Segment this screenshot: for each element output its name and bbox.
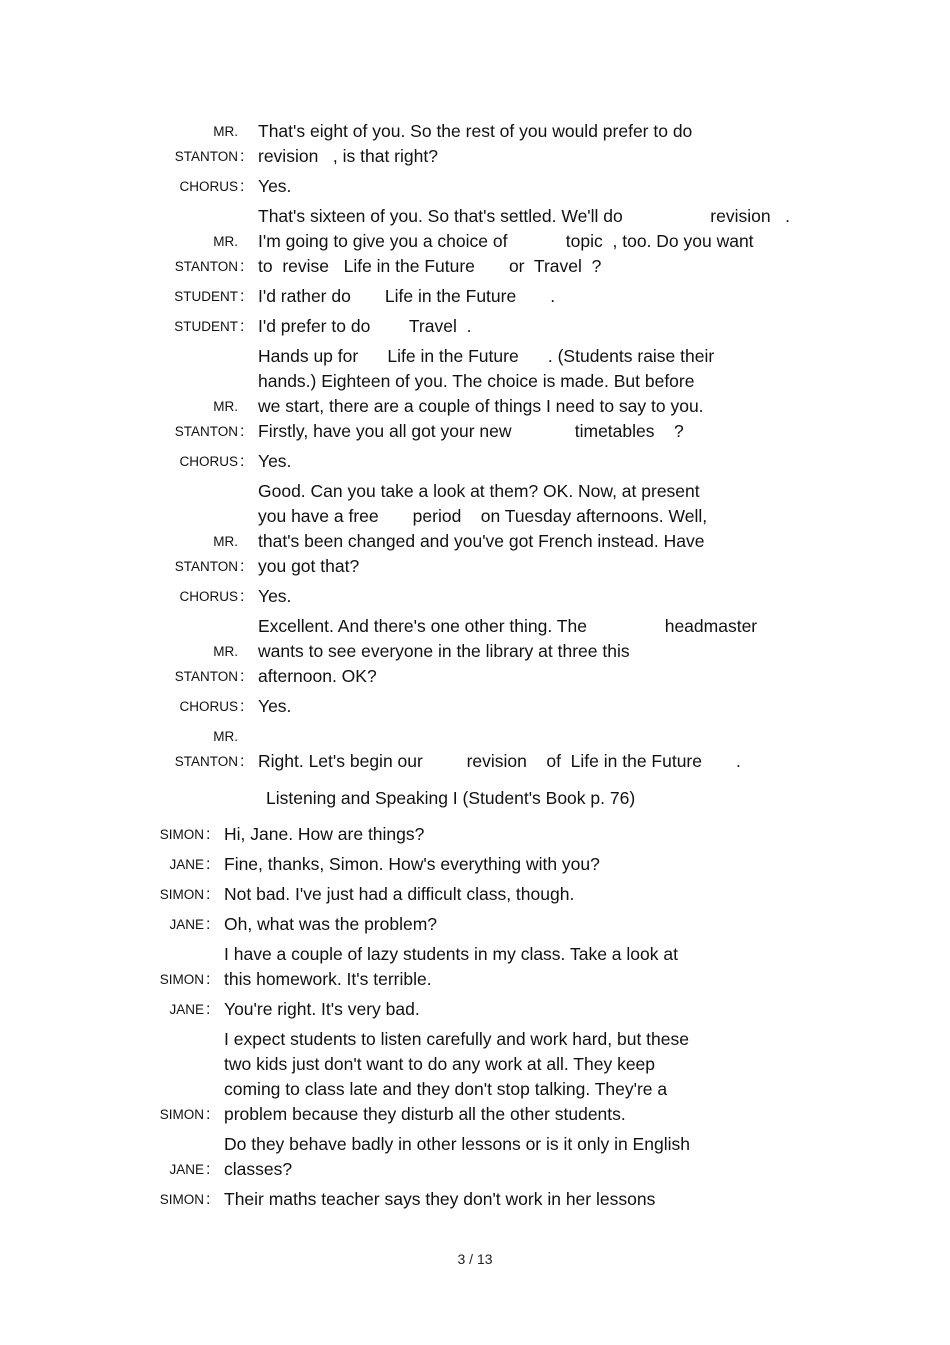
speech-text bbox=[258, 204, 790, 279]
speaker-label bbox=[0, 584, 240, 609]
speech-text bbox=[224, 882, 574, 907]
dialogue-entry bbox=[0, 344, 950, 444]
speaker-label bbox=[0, 967, 206, 992]
dialogue-entry bbox=[0, 852, 950, 877]
speech-line: I have a couple of lazy students in my class. Take a look at bbox=[224, 944, 678, 964]
speaker-name-part: STUDENT bbox=[174, 319, 238, 334]
speech-line: two kids just don't want to do any work at all. They keep bbox=[224, 1054, 656, 1074]
speech-line: Yes. bbox=[258, 176, 292, 196]
dialogue-section-listening bbox=[0, 822, 950, 1217]
speaker-colon: : bbox=[240, 423, 245, 440]
speech-line: to revise Life in the Future or Travel ? bbox=[258, 256, 602, 276]
speech-line: That's sixteen of you. So that's settled. We'll do revision . bbox=[258, 206, 791, 226]
speech-line: Hands up for Life in the Future . (Students raise their bbox=[258, 346, 715, 366]
dialogue-entry bbox=[0, 912, 950, 937]
speaker-colon: : bbox=[206, 886, 211, 903]
speech-text bbox=[258, 449, 291, 474]
speech-line: I'd prefer to do Travel . bbox=[258, 316, 472, 336]
speech-line: Right. Let's begin our revision of Life in the Future . bbox=[258, 751, 741, 771]
speaker-name-part: MR. bbox=[213, 729, 238, 744]
speech-line: afternoon. OK? bbox=[258, 666, 377, 686]
dialogue-entry bbox=[0, 204, 950, 279]
speech-line: Not bad. I've just had a difficult class, though. bbox=[224, 884, 575, 904]
speech-line: You're right. It's very bad. bbox=[224, 999, 420, 1019]
speaker-colon: : bbox=[240, 453, 245, 470]
dialogue-entry bbox=[0, 449, 950, 474]
speaker-label bbox=[0, 314, 240, 339]
speech-line: Do they behave badly in other lessons or is it only in English bbox=[224, 1134, 690, 1154]
dialogue-entry bbox=[0, 284, 950, 309]
speech-line: I'm going to give you a choice of topic , too. Do you want bbox=[258, 231, 754, 251]
speech-text bbox=[224, 1132, 690, 1182]
speech-line: we start, there are a couple of things I need to say to you. bbox=[258, 396, 704, 416]
speech-line: Oh, what was the problem? bbox=[224, 914, 438, 934]
speaker-name-part: JANE bbox=[169, 1002, 204, 1017]
speaker-name-part: SIMON bbox=[159, 1107, 204, 1122]
speech-text bbox=[224, 1187, 655, 1212]
speaker-colon: : bbox=[206, 826, 211, 843]
speaker-colon: : bbox=[206, 1001, 211, 1018]
speech-line: revision , is that right? bbox=[258, 146, 438, 166]
speech-line: problem because they disturb all the other students. bbox=[224, 1104, 626, 1124]
speech-text bbox=[224, 822, 424, 847]
speaker-label bbox=[0, 822, 206, 847]
speaker-label bbox=[0, 1157, 206, 1182]
speaker-colon: : bbox=[240, 588, 245, 605]
page-number: 3 / 13 bbox=[457, 1251, 493, 1267]
dialogue-section-classroom bbox=[0, 119, 950, 779]
speech-text bbox=[258, 614, 757, 689]
speech-text bbox=[258, 119, 692, 169]
speech-text bbox=[258, 749, 741, 774]
speech-line: I expect students to listen carefully and work hard, but these bbox=[224, 1029, 689, 1049]
speaker-name-part: SIMON bbox=[159, 972, 204, 987]
speech-line: you have a free period on Tuesday afternoons. Well, bbox=[258, 506, 708, 526]
dialogue-entry bbox=[0, 882, 950, 907]
dialogue-entry bbox=[0, 1187, 950, 1212]
dialogue-entry bbox=[0, 584, 950, 609]
speaker-colon: : bbox=[206, 856, 211, 873]
speaker-name-part: CHORUS bbox=[179, 589, 238, 604]
dialogue-entry bbox=[0, 1027, 950, 1127]
speech-text bbox=[224, 1027, 689, 1127]
speech-line: Fine, thanks, Simon. How's everything with you? bbox=[224, 854, 600, 874]
speech-line: Yes. bbox=[258, 451, 292, 471]
speaker-label bbox=[0, 724, 240, 774]
speech-text bbox=[258, 694, 291, 719]
speaker-name-part: CHORUS bbox=[179, 179, 238, 194]
speech-line: coming to class late and they don't stop talking. They're a bbox=[224, 1079, 668, 1099]
speaker-name-part: SIMON bbox=[159, 887, 204, 902]
speaker-colon: : bbox=[240, 148, 245, 165]
speech-text bbox=[258, 174, 291, 199]
speaker-colon: : bbox=[240, 558, 245, 575]
dialogue-entry bbox=[0, 614, 950, 689]
speaker-name-part: STANTON bbox=[174, 754, 238, 769]
dialogue-entry bbox=[0, 174, 950, 199]
speaker-name-part: CHORUS bbox=[179, 454, 238, 469]
speaker-label bbox=[0, 639, 240, 689]
speaker-colon: : bbox=[240, 668, 245, 685]
speaker-label bbox=[0, 449, 240, 474]
speaker-name-part: STANTON bbox=[174, 149, 238, 164]
speaker-name-part: MR. bbox=[213, 534, 238, 549]
speech-line: Excellent. And there's one other thing. The headmaster bbox=[258, 616, 758, 636]
speech-line: Yes. bbox=[258, 696, 292, 716]
speech-text bbox=[224, 997, 420, 1022]
speech-line: Yes. bbox=[258, 586, 292, 606]
speaker-colon: : bbox=[206, 916, 211, 933]
speech-text bbox=[258, 479, 707, 579]
speaker-name-part: SIMON bbox=[159, 1192, 204, 1207]
speaker-name-part: STUDENT bbox=[174, 289, 238, 304]
speaker-name-part: SIMON bbox=[159, 827, 204, 842]
speaker-name-part: STANTON bbox=[174, 559, 238, 574]
dialogue-entry bbox=[0, 694, 950, 719]
speaker-label bbox=[0, 119, 240, 169]
speech-line: hands.) Eighteen of you. The choice is made. But before bbox=[258, 371, 695, 391]
speech-text bbox=[224, 852, 600, 877]
speech-line: wants to see everyone in the library at three this bbox=[258, 641, 630, 661]
speech-line: I'd rather do Life in the Future . bbox=[258, 286, 556, 306]
speech-text bbox=[258, 314, 471, 339]
speaker-name-part: MR. bbox=[213, 234, 238, 249]
speaker-label bbox=[0, 997, 206, 1022]
speaker-name-part: MR. bbox=[213, 644, 238, 659]
speech-line: you got that? bbox=[258, 556, 360, 576]
speech-text bbox=[258, 284, 555, 309]
speaker-label bbox=[0, 229, 240, 279]
speaker-name-part: STANTON bbox=[174, 669, 238, 684]
dialogue-entry bbox=[0, 822, 950, 847]
speech-line: Good. Can you take a look at them? OK. Now, at present bbox=[258, 481, 700, 501]
speech-text bbox=[258, 584, 291, 609]
speaker-colon: : bbox=[240, 258, 245, 275]
speaker-colon: : bbox=[206, 1161, 211, 1178]
speaker-colon: : bbox=[206, 1106, 211, 1123]
speaker-label bbox=[0, 529, 240, 579]
speaker-name-part: STANTON bbox=[174, 424, 238, 439]
speaker-name-part: STANTON bbox=[174, 259, 238, 274]
dialogue-entry bbox=[0, 119, 950, 169]
speaker-colon: : bbox=[240, 698, 245, 715]
speech-text bbox=[258, 344, 714, 444]
speaker-colon: : bbox=[240, 753, 245, 770]
speaker-name-part: MR. bbox=[213, 124, 238, 139]
dialogue-entry bbox=[0, 724, 950, 774]
dialogue-entry bbox=[0, 314, 950, 339]
speaker-name-part: JANE bbox=[169, 857, 204, 872]
speaker-label bbox=[0, 1187, 206, 1212]
speech-line: that's been changed and you've got French instead. Have bbox=[258, 531, 705, 551]
speaker-label bbox=[0, 694, 240, 719]
speaker-colon: : bbox=[240, 288, 245, 305]
speaker-name-part: JANE bbox=[169, 1162, 204, 1177]
speaker-colon: : bbox=[206, 1191, 211, 1208]
dialogue-entry bbox=[0, 479, 950, 579]
speaker-name-part: JANE bbox=[169, 917, 204, 932]
speaker-name-part: CHORUS bbox=[179, 699, 238, 714]
speaker-colon: : bbox=[240, 178, 245, 195]
speaker-label bbox=[0, 394, 240, 444]
speaker-colon: : bbox=[206, 971, 211, 988]
dialogue-entry bbox=[0, 1132, 950, 1182]
speech-line: Their maths teacher says they don't work in her lessons bbox=[224, 1189, 656, 1209]
dialogue-entry bbox=[0, 942, 950, 992]
speech-line: That's eight of you. So the rest of you would prefer to do bbox=[258, 121, 693, 141]
speaker-label bbox=[0, 912, 206, 937]
speaker-name-part: MR. bbox=[213, 399, 238, 414]
speaker-label bbox=[0, 174, 240, 199]
speech-line: classes? bbox=[224, 1159, 293, 1179]
speech-line: Hi, Jane. How are things? bbox=[224, 824, 425, 844]
speaker-colon: : bbox=[240, 318, 245, 335]
speech-text bbox=[224, 912, 437, 937]
speaker-label bbox=[0, 882, 206, 907]
speaker-label bbox=[0, 284, 240, 309]
speech-text bbox=[224, 942, 678, 992]
speaker-label bbox=[0, 852, 206, 877]
section-heading: Listening and Speaking I (Student's Book p. 76) bbox=[266, 788, 636, 808]
dialogue-entry bbox=[0, 997, 950, 1022]
speaker-label bbox=[0, 1102, 206, 1127]
speech-line: this homework. It's terrible. bbox=[224, 969, 432, 989]
speech-line: Firstly, have you all got your new timetables ? bbox=[258, 421, 684, 441]
